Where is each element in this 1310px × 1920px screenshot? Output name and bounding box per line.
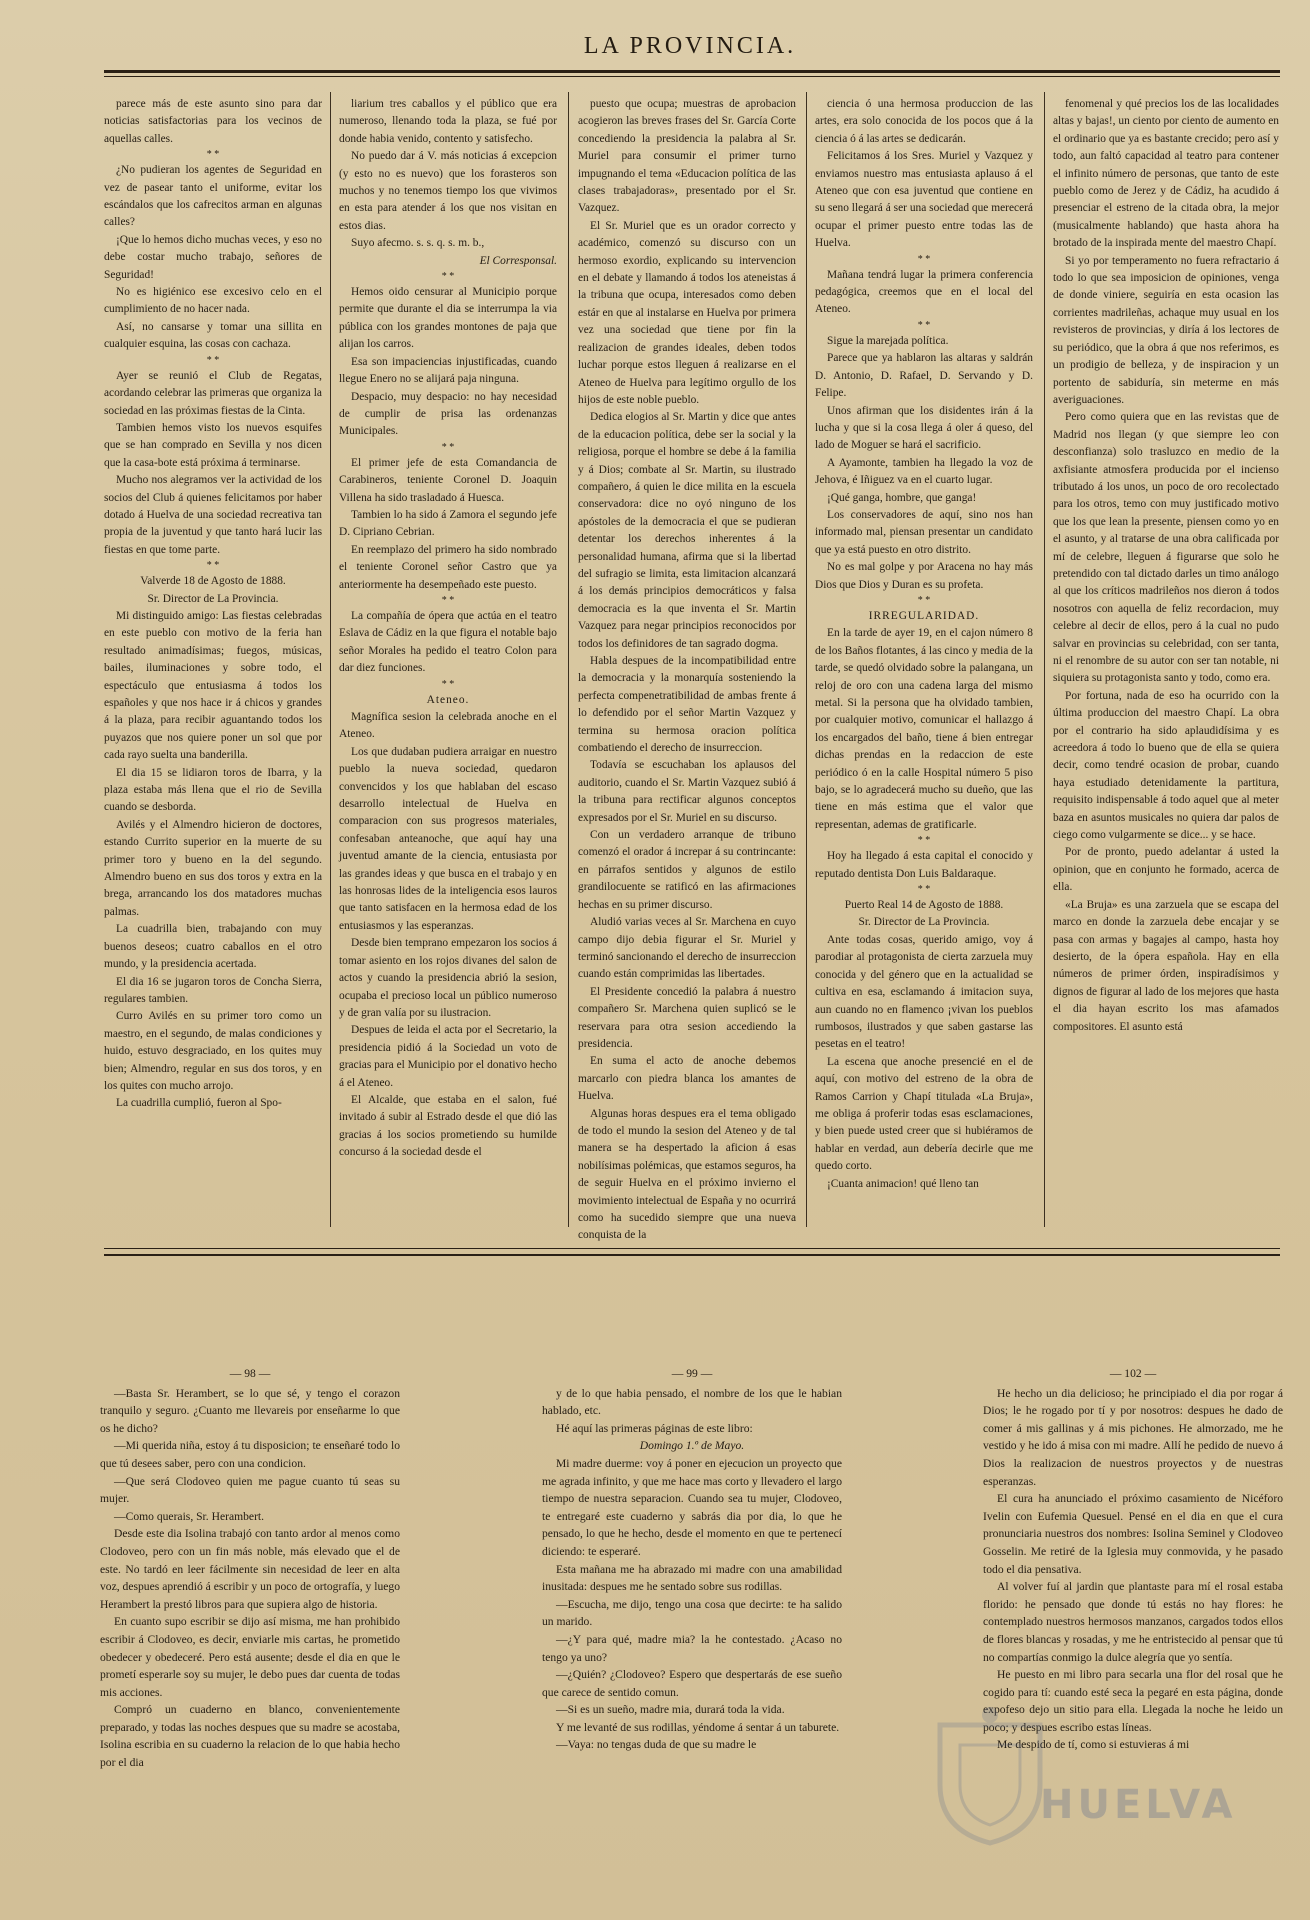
paragraph: —Mi querida niña, estoy á tu disposicion; te enseñaré todo lo que tú desees saber, pero con una condicion.: [100, 1439, 400, 1470]
paragraph: Parece que ya hablaron las altaras y saldrán D. Antonio, D. Rafael, D. Servando y D. Felipe.: [815, 352, 1033, 400]
paragraph: Esa son impaciencias injustificadas, cuando llegue Enero no se alijará paja ninguna.: [339, 355, 557, 386]
paragraph: Mi distinguido amigo: Las fiestas celebradas en este pueblo con motivo de la feria han resultado animadísimas; fuegos, músicas, bailes, iluminaciones y sobre todo, el espectáculo que entusiasma á todos los españoles y que nos hace ir á chicos y grandes á la plaza, para recibir aguantando todos los puyazos que nos quiere poner un sol que por cada rayo suelta una banderilla.: [104, 609, 322, 762]
paragraph: La escena que anoche presencié en el de aquí, con motivo del estreno de la obra de Ramos Carrion y Chapí titulada «La Bruja», me obliga á proferir todas esas esclamaciones, y bien puede usted creer que si hubiéramos de hablar en verdad, aun debería decirle que me quedo corto.: [815, 1055, 1033, 1173]
paragraph: Suyo afecmo. s. s. q. s. m. b.,: [351, 237, 485, 250]
paragraph: Desde este dia Isolina trabajó con tanto ardor al menos como Clodoveo, pero con un fin más noble, más elevado que el de este. No tardó en leer fácilmente sin necesidad de leer en alta voz, despues aprendió á escribir y un poco de ortografía, y luego Herambert la prestó libros para que supiera algo de historia.: [100, 1527, 400, 1611]
paragraph: Pero como quiera que en las revistas que de Madrid nos llegan (y que siempre leo con desconfianza) solo trasluzco en medio de la axfisiante atmosfera producida por el incienso tributado á los unos, un poco de oro recolectado para los otros, temo con muy justificado motivo que los que lean la presente, piensen como yo en el asunto, y al tratarse de una obra calificada por mí de celebre, lleguen á figurarse que solo he pretendido con tal dictado darles un timo análogo al que los críticos madrileños nos dieron á todos nosotros con aquella de feliz recordacion, muy celebre al decir de ellos, pero á la cual no pudo salvar en provincias su celebridad, con ser tanta, ni el renombre de su autor con ser tan notable, ni siquiera su protagonista santo y todo, como era.: [1053, 411, 1279, 685]
section-heading: IRREGULARIDAD.: [868, 609, 980, 622]
asterism-separator: * *: [441, 678, 455, 690]
column-divider: [1044, 92, 1045, 1227]
paragraph: Dedica elogios al Sr. Martin y dice que antes de la educacion política, debe ser la social y la religiosa, porque el hombre se debe á la familia y á Dios; combate al Sr. Martin, su ilustrado compañero, á quien le dice milita en la escuela conservadora: dice no oyó ninguno de los apóstoles de la democracia el que se pudieran detentar los derechos inherentes á la personalidad humana, afirma que si la libertad del sufragio se limita, esta limitacion alcanzará á los demás principios democráticos y falsa democracia es la que inventa el Sr. Martin Vazquez para negar principios reconocidos por todos los definidores de tan sagrado dogma.: [578, 411, 796, 650]
paragraph: «La Bruja» es una zarzuela que se escapa del marco en donde la zarzuela debe encajar y se pasa con armas y bagajes al campo, hasta hoy desierto, de la ópera española. Hay en ella números de primer órden, inspiradísimos y dignos de figurar al lado de los mejores que hasta el dia hayan escrito los mas afamados compositores. El asunto está: [1053, 898, 1279, 1033]
dateline: Sr. Director de La Provincia.: [147, 592, 279, 605]
archive-watermark: HUELVA: [1040, 1782, 1237, 1828]
paragraph: Los conservadores de aquí, sino nos han informado mal, piensan presentar un candidato que ya está puesto en otro distrito.: [815, 508, 1033, 556]
diary-heading: Domingo 1.º de Mayo.: [639, 1439, 745, 1453]
asterism-separator: * *: [441, 441, 455, 453]
paragraph: El Presidente concedió la palabra á nuestro compañero Sr. Marchena quien suplicó se le reservara para otra sesion accediendo la presidencia.: [578, 985, 796, 1050]
paragraph: Si yo por temperamento no fuera refractario á todo lo que sea imposicion de opiniones, venga de donde viniere, seguiría en esta ocasion las corrientes madrileñas, achaque muy usual en los revisteros de provincias, y diría á los lectores de su periódico, que la obra á que nos referimos, es un prodigio de belleza, y de inspiracion y un portento de sabiduría, sin meterme en más averiguaciones.: [1053, 254, 1279, 406]
paragraph: —¿Quién? ¿Clodoveo? Espero que despertarás de ese sueño que carece de sentido comun.: [542, 1668, 842, 1699]
paragraph: liarium tres caballos y el público que era numeroso, llenando toda la plaza, se fué por donde habia venido, contento y satisfecho.: [339, 98, 557, 145]
paragraph: —¿Y para qué, madre mia? la he contestado. ¿Acaso no tengo ya uno?: [542, 1632, 842, 1664]
paragraph: Mañana tendrá lugar la primera conferencia pedagógica, creemos que en el local del Ateneo.: [815, 268, 1033, 316]
column-5: [1053, 96, 1279, 1226]
coat-of-arms-watermark: [930, 1705, 1050, 1845]
paragraph: Me despido de tí, como si estuvieras á mi: [997, 1738, 1190, 1752]
dateline: Sr. Director de La Provincia.: [858, 916, 990, 929]
paragraph: ¡Cuanta animacion! qué lleno tan: [827, 1177, 979, 1190]
paragraph: En suma el acto de anoche debemos marcarlo con piedra blanca los amantes de Huelva.: [578, 1055, 796, 1103]
paragraph: Mi madre duerme: voy á poner en ejecucion un proyecto que me agrada infinito, y que me hace mas corto y llevadero el largo tiempo de nuestra separacion. Cuando sea tu mujer, Clodoveo, te entregaré este cuaderno y sabrás dia por dia, lo que he pensado, lo que he hecho, desde el momento en que te pertenecí diciendo: te esperaré.: [542, 1456, 842, 1558]
paragraph: He hecho un dia delicioso; he principiado el dia por rogar á Dios; le he rogado por tí y por nosotros: despues he dado de comer á mis gallinas y á mis pichones. He almorzado, me he vestido y he ido á misa con mi madre. Allí he pedido de nuevo á Dios la realizacion de nuestros proyectos y de nuestras esperanzas.: [983, 1386, 1283, 1488]
paragraph: Avilés y el Almendro hicieron de doctores, estando Currito superior en la muerte de su primer toro y bueno en la del segundo. Almendro bueno en sus dos toros y extra en la brega, arrancando los dos matadores muchas palmas.: [104, 818, 322, 918]
paragraph: Y me levanté de sus rodillas, yéndome á sentar á un taburete.: [556, 1720, 840, 1734]
paragraph: ¿No pudieran los agentes de Seguridad en vez de pasear tanto el uniforme, evitar los escándalos que los cafrecitos arman en algunas calles?: [104, 164, 322, 229]
column-3: [578, 96, 796, 1242]
paragraph: Unos afirman que los disidentes irán á la lucha y que si la cosa llega á oler á queso, del lado de Moguer se hará el sacrificio.: [815, 404, 1033, 452]
page-number: — 98 —: [229, 1367, 271, 1380]
footer-rule-top: [104, 1248, 1280, 1249]
paragraph: No es mal golpe y por Aracena no hay más Dios que Dios y Duran es su profeta.: [815, 561, 1033, 591]
section-heading: Ateneo.: [426, 693, 470, 706]
asterism-separator: * *: [917, 319, 931, 331]
paragraph: Así, no cansarse y tomar una sillita en cualquier esquina, las cosas con cachaza.: [104, 320, 322, 351]
paragraph: Felicitamos á los Sres. Muriel y Vazquez y enviamos nuestro mas entusiasta aplauso á el Ateneo que con esa juventud que contiene en su seno llegará á ser una sociedad que merecerá ocupar el primer puesto entre todas las de Huelva.: [815, 150, 1033, 250]
paragraph: —Vaya: no tengas duda de que su madre le: [556, 1738, 757, 1752]
column-divider: [330, 92, 331, 1227]
signature: El Corresponsal.: [479, 254, 557, 267]
paragraph: El dia 15 se lidiaron toros de Ibarra, y la plaza estaba más llena que el rio de Sevilla cuando se desborda.: [104, 766, 322, 814]
paragraph: He puesto en mi libro para secarla una flor del rosal que he cogido para tí: cuando esté seca la pegaré en esta página, donde expofeso dejo un sitio para ella. Llegada la noche he leido un poco; y despues escribo estas líneas.: [983, 1668, 1283, 1734]
asterism-separator: * *: [441, 594, 455, 606]
paragraph: Sigue la marejada política.: [827, 334, 949, 347]
paragraph: parece más de este asunto sino para dar noticias satisfactorias para los vecinos de aquellas calles.: [104, 98, 322, 145]
serial-page-99: [542, 1365, 842, 1845]
paragraph: Por fortuna, nada de eso ha ocurrido con la última produccion del maestro Chapí. La obra por el contrario ha sido aplaudidísima y es acreedora á todo lo bueno que de ella se quiera decir, como tendré ocasion de probar, cuando haya estudiado detenidamente la partitura, requisito indispensable á todo aquel que al meter baza en asuntos musicales no quiera dar palos de ciego como vulgarmente se dice... y se hace.: [1053, 689, 1279, 842]
paragraph: Los que dudaban pudiera arraigar en nuestro pueblo la nueva sociedad, quedaron convencidos y los que hablaban del escaso desarrollo intelectual de Huelva en comparacion con sus progresos materiales, confesaban anteanoche, que aquí hay una juventud amante de la ciencia, entusiasta por las grandes ideas y que busca en el trabajo y en las honrosas lides de la inteligencia esos lauros que tanto satisfacen en la hermosa edad de los entusiasmos y las esperanzas.: [339, 745, 557, 932]
paragraph: Hoy ha llegado á esta capital el conocido y reputado dentista Don Luis Baldaraque.: [815, 850, 1033, 880]
paragraph: ciencia ó una hermosa produccion de las artes, era solo conocida de los pocos que á la ciencia ó á las artes se dedicarán.: [815, 98, 1033, 145]
paragraph: Curro Avilés en su primer toro como un maestro, en el segundo, de malas condiciones y huido, estuvo desgraciado, en los quites muy bien; Almendro, regular en sus dos toros, y en los quites con mucho arrojo.: [104, 1010, 322, 1092]
column-4: [815, 96, 1033, 1226]
paragraph: El cura ha anunciado el próximo casamiento de Nicéforo Ivelin con Eufemia Quesuel. Pensé en el dia en que el cura pronunciaria nuestros dos nombres: Isolina Seminel y Clodoveo Gosselin. Me retiré de la Iglesia muy conmovida, y he pasado todo el dia pensativa.: [983, 1492, 1283, 1576]
paragraph: La compañía de ópera que actúa en el teatro Eslava de Cádiz en la que figura el notable bajo señor Morales ha pedido el teatro Colon para dar diez funciones.: [339, 609, 557, 675]
paragraph: Magnífica sesion la celebrada anoche en el Ateneo.: [339, 711, 557, 741]
masthead-rule-bottom: [104, 76, 1280, 77]
masthead: [100, 28, 1280, 68]
paragraph: El primer jefe de esta Comandancia de Carabineros, teniente Coronel D. Joaquin Villena ha sido trasladado á Huesca.: [339, 456, 557, 504]
dateline: Valverde 18 de Agosto de 1888.: [140, 575, 286, 588]
paragraph: El dia 16 se jugaron toros de Concha Sierra, regulares tambien.: [104, 975, 322, 1005]
paragraph: Ayer se reunió el Club de Regatas, acordando celebrar las primeras que organiza la sociedad en las próximas fiestas de la Cinta.: [104, 369, 322, 417]
paragraph: Todavía se escuchaban los aplausos del auditorio, cuando el Sr. Martin Vazquez subió á la tribuna para rectificar algunos conceptos expresados por el Sr. Muriel en su discurso.: [578, 759, 796, 824]
paragraph: Tambien lo ha sido á Zamora el segundo jefe D. Cipriano Cebrian.: [339, 508, 557, 539]
paragraph: En reemplazo del primero ha sido nombrado el teniente Coronel señor Castro que ya anteriormente ha desempeñado este puesto.: [339, 543, 557, 591]
paragraph: y de lo que habia pensado, el nombre de los que le habian hablado, etc.: [542, 1386, 842, 1418]
asterism-separator: * *: [917, 253, 931, 265]
paragraph: Desde bien temprano empezaron los socios á tomar asiento en los rojos divanes del salon de actos y cuando la presidencia abrió la sesion, ocupaba el precioso local un público numeroso y de gran valía por su ilustracion.: [339, 937, 557, 1019]
paragraph: —Como querais, Sr. Herambert.: [114, 1509, 265, 1523]
paragraph: Aludió varias veces al Sr. Marchena en cuyo campo dijo debia figurar el Sr. Muriel y terminó sancionando el derecho de insurreccion cuando están comprimidas las libertades.: [578, 916, 796, 981]
asterism-separator: * *: [441, 271, 455, 283]
paragraph: —Que será Clodoveo quien me pague cuanto tú seas su mujer.: [100, 1474, 400, 1506]
column-divider: [806, 92, 807, 1227]
paragraph: En la tarde de ayer 19, en el cajon número 8 de los Baños flotantes, á las cinco y media de la tarde, se quedó olvidado sobre la palangana, un reloj de oro con una cadena larga del mismo metal. Si la persona que ha olvidado tambien, por cualquier motivo, comunicar el hallazgo á los encargados del baño, tiene á bien entregar dichas prendas en la redaccion de este periódico ó en la calle Hospital número 5 piso bajo, se lo agradecerá mucho su dueño, que las tiene en más estima que el valor que representan, ademas de gratificarle.: [815, 627, 1033, 831]
paragraph: No es higiénico ese excesivo celo en el cumplimiento de no hacer nada.: [104, 286, 322, 316]
paragraph: En cuanto supo escribir se dijo así misma, me han prohibido escribir á Clodoveo, es decir, enviarle mis cartas, he prometido obedecer y obedeceré. Pero está ausente; desde el dia en que le prometí esperarle soy su mujer, le debo pues dar cuenta de todas mis acciones.: [100, 1615, 400, 1699]
page-number: — 99 —: [671, 1367, 713, 1380]
paragraph: Habla despues de la incompatibilidad entre la democracia y la monarquía sosteniendo la perfecta compenetratibilidad de ambas frente á lo defendido por el señor Martin Vazquez y termina su hermosa oracion política combatiendo el derecho de insurreccion.: [578, 655, 796, 755]
paragraph: Despacio, muy despacio: no hay necesidad de cumplir de prisa las ordenanzas Municipales.: [339, 390, 557, 438]
paragraph: ¡Que lo hemos dicho muchas veces, y eso no debe costar mucho trabajo, señores de Seguridad!: [104, 233, 322, 281]
paragraph: El Alcalde, que estaba en el salon, fué invitado á subir al Estrado desde el que dió las gracias á los socios prometiendo su humilde concurso á la sociedad desde el: [339, 1093, 557, 1159]
column-2: [339, 96, 557, 1226]
newspaper-title: LA PROVINCIA.: [583, 33, 797, 59]
paragraph: puesto que ocupa; muestras de aprobacion acogieron las breves frases del Sr. García Corte concediendo la presidencia la palabra al Sr. Muriel para consumir el primer turno impugnando el tema «Educacion política de las clases trabajadoras», presentado por el Sr. Vazquez.: [578, 98, 796, 215]
paragraph: Esta mañana me ha abrazado mi madre con una amabilidad inusitada: despues me he sentado sobre sus rodillas.: [542, 1562, 842, 1594]
paragraph: Por de pronto, puedo adelantar á usted la opinion, que en conjunto he formado, acerca de ella.: [1053, 846, 1279, 894]
paragraph: El Sr. Muriel que es un orador correcto y académico, comenzó su discurso con un hermoso exordio, explicando su intervencion en el debate y llamando á todos los ateneistas á la tribuna que ocupa, interesados como deben estár en que al instalarse en Huelva por primera vez una sociedad que tiene por fin la realizacion de grandes ideales, deben todos luchar porque estos lleguen á realizarse en el Ateneo de Huelva para legítimo orgullo de los hijos de este noble pueblo.: [578, 219, 796, 406]
paragraph: A Ayamonte, tambien ha llegado la voz de Jehova, é Iñiguez va en el cuarto lugar.: [815, 456, 1033, 487]
paragraph: La cuadrilla cumplió, fueron al Spo-: [116, 1097, 282, 1110]
dateline: Puerto Real 14 de Agosto de 1888.: [844, 899, 1004, 912]
paragraph: Compró un cuaderno en blanco, convenientemente preparado, y todas las noches despues que su madre se acostaba, Isolina escribia en su cuaderno la relacion de lo que habia hecho por el dia: [100, 1703, 400, 1770]
masthead-rule-top: [104, 70, 1280, 73]
paragraph: Tambien hemos visto los nuevos esquifes que se han comprado en Sevilla y nos dicen que la casa-bote está próxima á terminarse.: [104, 421, 322, 469]
page-number: — 102 —: [1109, 1367, 1157, 1380]
asterism-separator: * *: [206, 354, 220, 366]
paragraph: Algunas horas despues era el tema obligado de todo el mundo la sesion del Ateneo y de tal manera se ha despertado la aficion á esas nobilísimas polémicas, que estamos seguros, ha de seguir Huelva en el próximo invierno el movimiento intelectual de España y no ocurrirá como ha sucedido siempre que una nueva conquista de la: [578, 1107, 796, 1242]
paragraph: No puedo dar á V. más noticias á excepcion (y esto no es nuevo) que los forasteros son muchos y no tenemos tiempo los que vivimos en esta para atender á los que nos visitan en estos dias.: [339, 150, 557, 232]
paragraph: Ante todas cosas, querido amigo, voy á parodiar al protagonista de cierta zarzuela muy conocida y del género que en la actualidad se cultiva en esa, esclamando á imitacion suya, aun cuando no en flamenco ¡vivan los pueblos rumbosos, ilustrados y que saben gastarse las pesetas en el teatro!: [815, 933, 1033, 1051]
paragraph: fenomenal y qué precios los de las localidades altas y bajas!, un ciento por ciento de aumento en el ordinario que ya es bastante crecido; pero así y todo, aun faltó capacidad al teatro para contener el infinito número de personas, que tanto de este pueblo como de Jerez y de Cádiz, ha acudido á presenciar el estreno de la citada obra, la mejor (musicalmente hablando) que hasta ahora ha brotado de la inspirada mente del maestro Chapí.: [1053, 98, 1279, 250]
paragraph: Despues de leida el acta por el Secretario, la presidencia pidió á la Sociedad un voto de gracias para el Municipio por el donativo hecho á el Ateneo.: [339, 1024, 557, 1089]
paragraph: Con un verdadero arranque de tribuno comenzó el orador á increpar á su contrincante: en párrafos sentidos y algunos de estilo grandilocuente se ratificó en las afirmaciones hechas en su primer discurso.: [578, 829, 796, 911]
paragraph: —Si es un sueño, madre mia, durará toda la vida.: [556, 1703, 785, 1717]
paragraph: —Escucha, me dijo, tengo una cosa que decirte: te ha salido un marido.: [542, 1597, 842, 1629]
paragraph: La cuadrilla bien, trabajando con muy buenos deseos; cuatro caballos en el otro mundo, y la presidencia acertada.: [104, 923, 322, 971]
paragraph: ¡Qué ganga, hombre, que ganga!: [827, 491, 977, 504]
asterism-separator: * *: [917, 594, 931, 606]
column-1: [104, 96, 322, 1226]
paragraph: Mucho nos alegramos ver la actividad de los socios del Club á quienes felicitamos por haber dotado á Huelva de una sociedad recreativa tan propia de la juventud y que tanto hará lucir las fiestas en que tome parte.: [104, 474, 322, 556]
paragraph: Hemos oido censurar al Municipio porque permite que durante el dia se interrumpa la via pública con los grandes montones de paja que alijan los carros.: [339, 286, 557, 351]
asterism-separator: * *: [206, 560, 220, 572]
footer-rule-bottom: [104, 1254, 1280, 1256]
column-divider: [568, 92, 569, 1227]
paragraph: Hé aquí las primeras páginas de este libro:: [556, 1421, 753, 1435]
paragraph: —Basta Sr. Herambert, se lo que sé, y tengo el corazon tranquilo y seguro. ¿Cuanto me llevareis por enseñarme lo que os he dicho?: [100, 1386, 400, 1435]
asterism-separator: * *: [917, 884, 931, 896]
asterism-separator: * *: [917, 835, 931, 847]
asterism-separator: * *: [206, 149, 220, 161]
serial-page-98: [100, 1365, 400, 1845]
paragraph: Al volver fuí al jardin que plantaste para mí el rosal estaba florido: he pensado que donde tú estás no hay flores: he contemplado nuestros hermosos manzanos, cargados todos ellos de flores blancas y rosadas, y me he entristecido al pensar que tú no compartías conmigo la dulce alegría que yo sentía.: [983, 1580, 1283, 1664]
